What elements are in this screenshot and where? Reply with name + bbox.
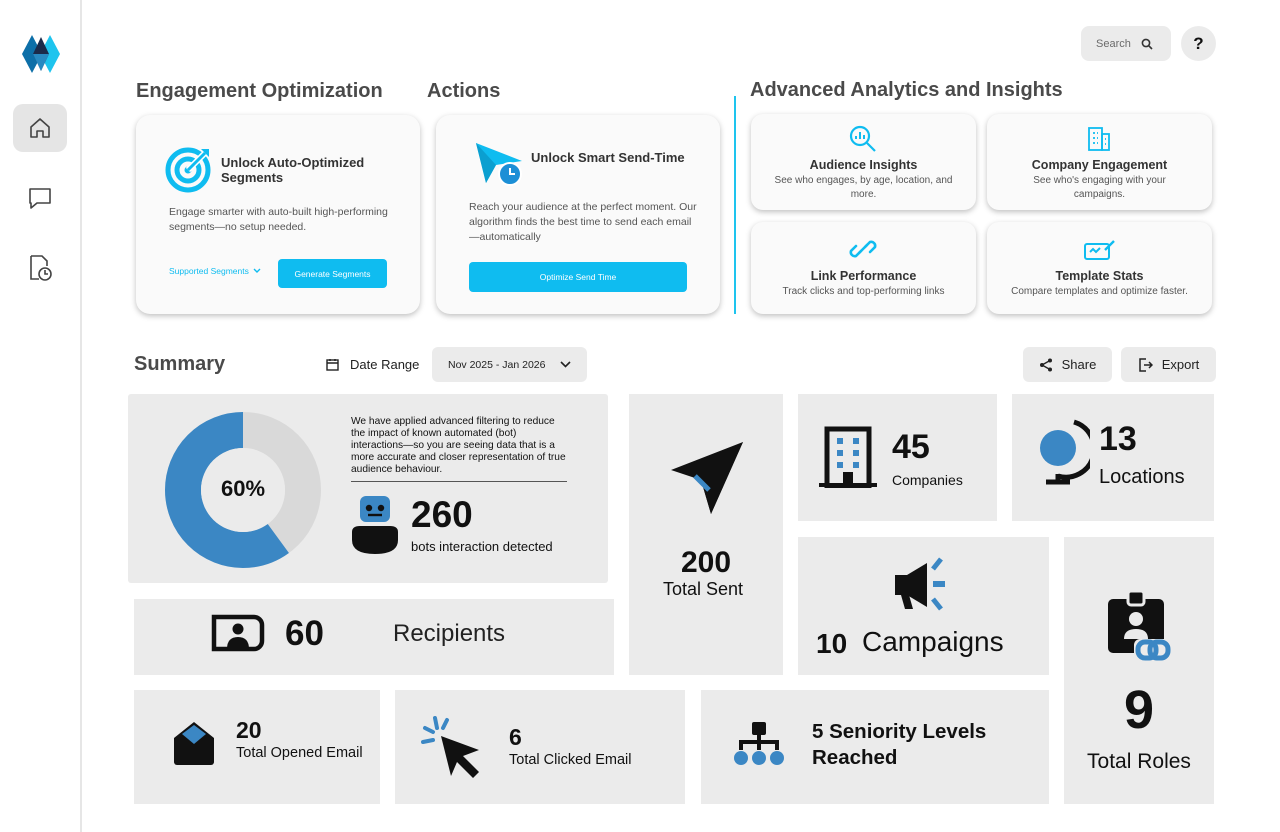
recipients-tile xyxy=(134,599,614,675)
template-stats-title: Template Stats xyxy=(1055,269,1144,283)
seniority-label: 5 Seniority Levels Reached xyxy=(812,720,987,769)
note-divider xyxy=(351,481,567,482)
total-sent-tile xyxy=(629,394,783,675)
supported-segments-label: Supported Segments xyxy=(169,266,249,276)
companies-label: Companies xyxy=(892,472,963,488)
bots-label: bots interaction detected xyxy=(411,539,553,554)
cursor-click-icon xyxy=(421,716,485,780)
clicked-tile xyxy=(395,690,685,804)
building-icon xyxy=(819,426,877,488)
sidebar-item-reports[interactable] xyxy=(13,244,67,292)
chevron-down-icon xyxy=(253,268,261,274)
date-range-label: Date Range xyxy=(350,357,420,372)
engagement-title: Engagement Optimization xyxy=(136,80,383,102)
total-sent-label: Total Sent xyxy=(662,579,744,599)
generate-segments-button[interactable] xyxy=(278,259,387,288)
chevron-down-icon xyxy=(560,361,571,368)
smart-send-card xyxy=(436,115,720,314)
actions-title: Actions xyxy=(427,80,501,102)
locations-value: 13 xyxy=(1099,420,1137,458)
export-label: Export xyxy=(1161,357,1200,372)
date-range-select[interactable] xyxy=(432,347,587,382)
link-performance-card[interactable] xyxy=(751,222,976,314)
sidebar-item-home[interactable] xyxy=(13,104,67,152)
megaphone-icon xyxy=(891,555,955,617)
sidebar xyxy=(0,0,82,832)
donut-percent-label: 60% xyxy=(220,476,266,501)
smart-send-title: Unlock Smart Send-Time xyxy=(531,150,685,165)
generate-segments-label: Generate Segments xyxy=(294,268,371,279)
template-stats-desc: Compare templates and optimize faster. xyxy=(1011,286,1188,297)
auto-segments-title: Unlock Auto-Optimized Segments xyxy=(221,155,365,185)
link-performance-title: Link Performance xyxy=(810,269,917,283)
help-label: ? xyxy=(1193,33,1204,53)
analytics-search-icon xyxy=(849,125,877,153)
companies-value: 45 xyxy=(892,428,930,466)
company-engagement-card[interactable] xyxy=(987,114,1212,210)
chat-icon xyxy=(27,185,53,211)
link-performance-desc: Track clicks and top-performing links xyxy=(782,286,945,297)
roles-label: Total Roles xyxy=(1087,750,1191,773)
bots-count: 260 xyxy=(411,494,473,535)
share-label: Share xyxy=(1061,357,1097,372)
bot-filter-tile xyxy=(128,394,608,583)
optimize-send-time-label: Optimize Send Time xyxy=(539,272,617,282)
optimize-send-time-button[interactable] xyxy=(469,262,687,292)
report-icon xyxy=(27,254,53,282)
filter-note: We have applied advanced filtering to reduce the impact of known automated (bot) interactions—so you are seeing data that is a more accurate and closer representation of true audience behaviour. xyxy=(351,416,566,475)
export-icon xyxy=(1138,358,1153,372)
home-icon xyxy=(28,116,52,140)
roles-value: 9 xyxy=(1123,680,1155,740)
seniority-tile xyxy=(701,690,1049,804)
total-sent-value: 200 xyxy=(680,546,732,579)
app-logo[interactable] xyxy=(20,33,62,75)
companies-tile xyxy=(798,394,997,521)
export-button[interactable] xyxy=(1121,347,1216,382)
globe-icon xyxy=(1030,418,1090,486)
opened-label: Total Opened Email xyxy=(236,745,363,761)
clicked-label: Total Clicked Email xyxy=(509,752,632,768)
supported-segments-link[interactable] xyxy=(169,266,261,276)
campaigns-tile xyxy=(798,537,1049,675)
sidebar-item-messages[interactable] xyxy=(13,174,67,222)
search-input[interactable]: Search xyxy=(1096,37,1131,50)
locations-tile xyxy=(1012,394,1214,521)
auto-segments-card xyxy=(136,115,420,314)
company-engagement-desc: See who's engaging with your campaigns. xyxy=(1033,175,1166,200)
campaigns-value: 10 xyxy=(816,628,848,659)
recipients-label: Recipients xyxy=(393,620,506,647)
search-icon xyxy=(1141,38,1153,50)
hierarchy-icon xyxy=(733,720,785,768)
audience-insights-card[interactable] xyxy=(751,114,976,210)
opened-tile xyxy=(134,690,380,804)
search-box[interactable] xyxy=(1081,26,1171,61)
locations-label: Locations xyxy=(1099,466,1185,488)
section-divider xyxy=(734,96,736,314)
template-stats-card[interactable] xyxy=(987,222,1212,314)
date-range-value: Nov 2025 - Jan 2026 xyxy=(448,358,546,371)
smart-send-desc: Reach your audience at the perfect moment. Our algorithm finds the best time to send each email—automatically xyxy=(469,201,697,243)
share-icon xyxy=(1039,358,1053,372)
help-button[interactable] xyxy=(1181,26,1216,61)
roles-tile xyxy=(1064,537,1214,804)
summary-title: Summary xyxy=(134,353,226,375)
send-clock-icon xyxy=(474,139,524,189)
opened-value: 20 xyxy=(236,717,262,743)
target-icon xyxy=(165,145,213,193)
robot-icon xyxy=(350,494,402,556)
contact-card-icon xyxy=(210,613,266,653)
audience-insights-title: Audience Insights xyxy=(809,158,918,172)
audience-insights-desc: See who engages, by age, location, and more. xyxy=(774,175,953,200)
template-edit-icon xyxy=(1083,238,1115,262)
open-envelope-icon xyxy=(172,720,216,766)
company-engagement-title: Company Engagement xyxy=(1031,158,1168,172)
analytics-title: Advanced Analytics and Insights xyxy=(750,79,1063,101)
link-icon xyxy=(848,234,878,264)
send-icon xyxy=(669,440,745,516)
building-icon xyxy=(1086,126,1112,152)
auto-segments-desc: Engage smarter with auto-built high-performing segments—no setup needed. xyxy=(169,206,388,233)
calendar-icon xyxy=(326,358,339,371)
role-badge-icon xyxy=(1106,589,1172,665)
campaigns-label: Campaigns xyxy=(862,626,1004,657)
share-button[interactable] xyxy=(1023,347,1112,382)
clicked-value: 6 xyxy=(509,724,522,750)
recipients-value: 60 xyxy=(285,614,324,653)
